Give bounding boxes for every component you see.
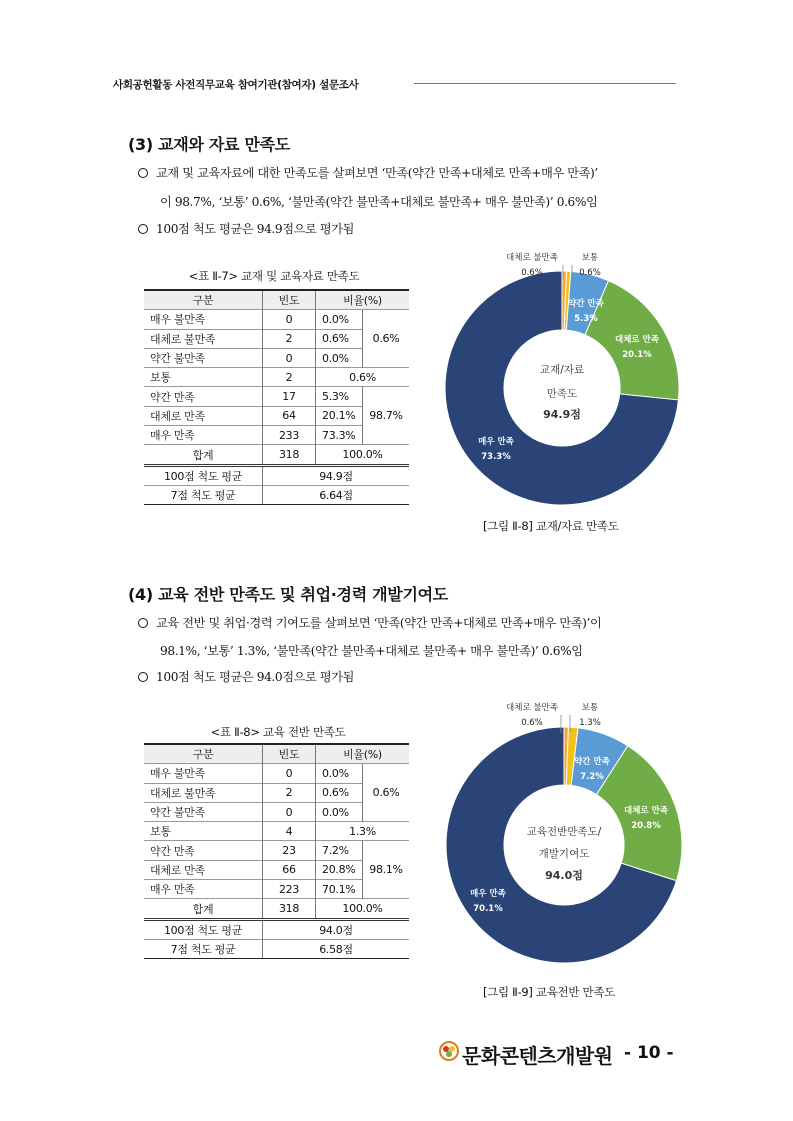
- table-avg100-row: 100점 척도 평균 94.0점: [144, 919, 409, 939]
- slice-value-label: 0.6%: [521, 718, 543, 728]
- slice-category-label: 보통: [581, 703, 599, 713]
- slice-value-label: 20.1%: [622, 350, 652, 360]
- table-avg7-row: 7점 척도 평균 6.58점: [144, 939, 409, 958]
- section-3-bullet-1-cont: 이 98.7%, ‘보통’ 0.6%, ‘불만족(약간 불만족+대체로 불만족+ 매우 불만족)’ 0.6%임: [160, 195, 598, 209]
- table-row: 대체로 만족 66 20.8%: [144, 860, 409, 879]
- donut-center-text: 만족도: [546, 388, 578, 400]
- group-sat-pct: 98.7%: [363, 387, 410, 445]
- table-7-caption: <표 Ⅱ-7> 교재 및 교육자료 만족도: [188, 269, 360, 283]
- slice-category-label: 대체로 불만족: [506, 703, 558, 713]
- table-total-row: 합계 318 100.0%: [144, 445, 409, 465]
- donut-center-text: 교재/자료: [539, 364, 585, 376]
- table-avg7-row: 7점 척도 평균 6.64점: [144, 485, 409, 504]
- table-row: 약간 불만족 0 0.0%: [144, 348, 409, 367]
- section-4-bullet-1: 교육 전반 및 취업·경력 기여도를 살펴보면 ‘만족(약간 만족+대체로 만족+매우 만족)’이: [138, 614, 601, 631]
- slice-value-label: 1.3%: [579, 718, 601, 728]
- donut-center-text: 교육전반만족도/: [526, 826, 602, 838]
- table-row: 보통 2 0.6%: [144, 368, 409, 387]
- slice-category-label: 약간 만족: [568, 299, 604, 309]
- table-row: 매우 만족 233 73.3%: [144, 426, 409, 445]
- header-freq: 빈도: [263, 744, 316, 764]
- table-row: 대체로 불만족 2 0.6%: [144, 783, 409, 802]
- section-3-bullet-1: 교재 및 교육자료에 대한 만족도를 살펴보면 ‘만족(약간 만족+대체로 만족+매우 만족)’: [138, 164, 598, 181]
- slice-value-label: 0.6%: [579, 268, 601, 278]
- header-category: 구분: [144, 744, 263, 764]
- footer-org-name: 문화콘텐츠개발원: [462, 1044, 613, 1068]
- slice-value-label: 73.3%: [481, 452, 511, 462]
- section-4-title: (4) 교육 전반 만족도 및 취업·경력 개발기여도: [128, 585, 448, 604]
- group-sat-pct: 98.1%: [363, 841, 410, 899]
- slice-category-label: 약간 만족: [574, 757, 610, 767]
- table-row: 대체로 불만족 2 0.6%: [144, 329, 409, 348]
- section-3-bullet-2: 100점 척도 평균은 94.9점으로 평가됨: [138, 220, 354, 237]
- table-row: 약간 불만족 0 0.0%: [144, 802, 409, 821]
- slice-category-label: 보통: [581, 253, 599, 263]
- donut-center-text: 94.9점: [543, 408, 581, 421]
- slice-category-label: 매우 만족: [470, 889, 506, 899]
- table-row: 대체로 만족 64 20.1%: [144, 406, 409, 425]
- table-total-row: 합계 318 100.0%: [144, 899, 409, 919]
- header-freq: 빈도: [263, 290, 316, 310]
- slice-value-label: 7.2%: [580, 772, 604, 782]
- donut-chart-overall: [440, 698, 690, 970]
- donut-center-text: 개발기여도: [538, 848, 590, 860]
- section-4-bullet-1-cont: 98.1%, ‘보통’ 1.3%, ‘불만족(약간 불만족+대체로 불만족+ 매우 불만족)’ 0.6%임: [160, 644, 583, 658]
- bullet-circle-icon: [138, 618, 148, 628]
- running-header: 사회공헌활동 사전직무교육 참여기관(참여자) 설문조사: [113, 79, 359, 91]
- section-4-bullet-2: 100점 척도 평균은 94.0점으로 평가됨: [138, 668, 354, 685]
- table-row: 약간 만족 23 7.2% 98.1%: [144, 841, 409, 860]
- bullet-circle-icon: [138, 672, 148, 682]
- table-avg100-row: 100점 척도 평균 94.9점: [144, 465, 409, 485]
- figure-9-caption: [그림 Ⅱ-9] 교육전반 만족도: [483, 985, 615, 999]
- table-row: 매우 만족 223 70.1%: [144, 880, 409, 899]
- group-unsat-pct: 0.6%: [363, 764, 410, 822]
- page-number: - 10 -: [624, 1043, 674, 1063]
- slice-category-label: 매우 만족: [478, 437, 514, 447]
- section-3-title: (3) 교재와 자료 만족도: [128, 135, 290, 154]
- slice-value-label: 70.1%: [473, 904, 503, 914]
- slice-category-label: 대체로 불만족: [506, 253, 558, 263]
- header-pct: 비율(%): [316, 744, 410, 764]
- table-7: [144, 289, 409, 505]
- slice-value-label: 0.6%: [521, 268, 543, 278]
- table-8: [144, 743, 409, 959]
- donut-chart-materials: [440, 248, 690, 510]
- header-category: 구분: [144, 290, 263, 310]
- slice-value-label: 20.8%: [631, 821, 661, 831]
- bullet-circle-icon: [138, 224, 148, 234]
- table-8-caption: <표 Ⅱ-8> 교육 전반 만족도: [210, 725, 346, 739]
- slice-value-label: 5.3%: [574, 314, 598, 324]
- donut-center-text: 94.0점: [545, 869, 583, 882]
- bullet-circle-icon: [138, 168, 148, 178]
- table-row: 매우 불만족 0 0.0% 0.6%: [144, 310, 409, 329]
- figure-8-caption: [그림 Ⅱ-8] 교재/자료 만족도: [483, 519, 619, 533]
- org-logo-icon: [438, 1040, 460, 1062]
- table-row: 약간 만족 17 5.3% 98.7%: [144, 387, 409, 406]
- slice-category-label: 대체로 만족: [614, 335, 660, 345]
- table-row: 매우 불만족 0 0.0% 0.6%: [144, 764, 409, 783]
- group-unsat-pct: 0.6%: [363, 310, 410, 368]
- table-row: 보통 4 1.3%: [144, 822, 409, 841]
- header-rule: [414, 83, 676, 84]
- slice-category-label: 대체로 만족: [623, 806, 669, 816]
- header-pct: 비율(%): [316, 290, 410, 310]
